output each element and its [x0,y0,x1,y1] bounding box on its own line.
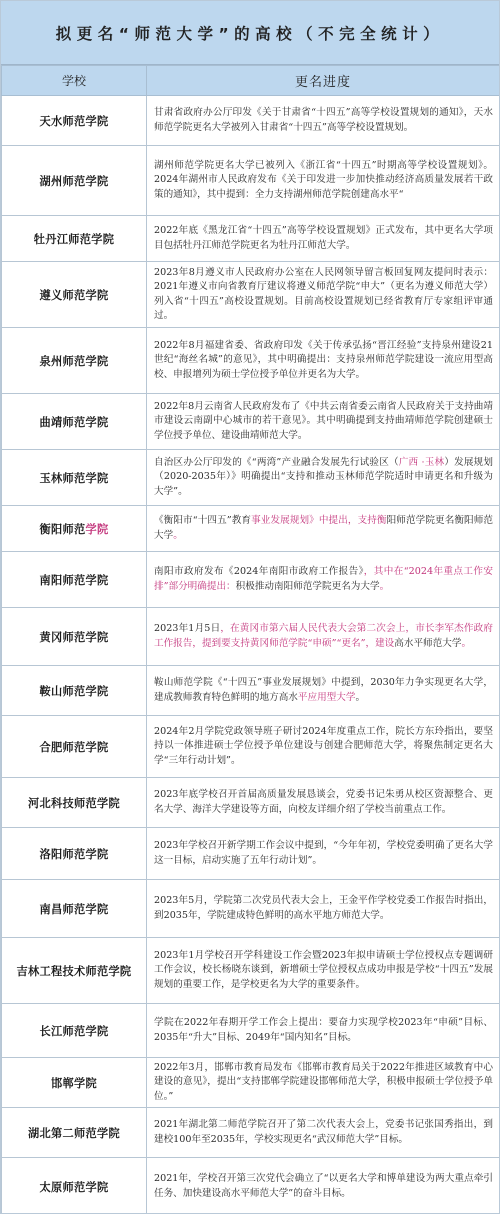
text-segment: 自治区办公厅印发的《“两湾”产业融合发展先行试验区（ [154,457,399,469]
text-segment: 2023年1月5日 [154,623,221,635]
school-name-cell: 河北科技师范学院 [2,778,147,828]
table-row [2,1058,500,1108]
text-segment: 积极推动南阳师范学院更名为大学 [235,580,380,592]
school-name-cell: 黄冈师范学院 [2,608,147,666]
text-segment: 南阳市政府发布《2024年南阳市政府工作报告》 [154,566,364,578]
text-segment: ）发展规划（2020-2035年）》明确提出“支持和推动玉林师范学院适时申请更名和升级为大学”。 [154,457,494,497]
school-name-cell: 邯郸学院 [2,1058,147,1108]
school-name-cell: 南阳师范学院 [2,552,147,608]
progress-description-cell [147,666,500,716]
school-name-cell: 太原师范学院 [2,1158,147,1214]
table-row [2,146,500,216]
table-row [2,666,500,716]
table-row [2,1108,500,1158]
highlight-text: 广西 ·玉林 [398,457,445,469]
progress-description-cell: 甘肃省政府办公厅印发《关于甘肃省“十四五”高等学校设置规划的通知》，天水师范学院更名大学被列入甘肃省“十四五”高等学校设置规划。 [147,96,500,146]
highlight-text: 平应用型大学 [297,691,356,703]
progress-description-cell: 2024年2月学院党政领导班子研讨2024年度重点工作，院长方东玲指出，要坚持以一体推进硕士学位授予单位建设与创建合肥师范大学，将聚焦制定更名大学“三年行动计划”。 [147,716,500,778]
progress-description-cell [147,506,500,552]
school-name-cell: 南昌师范学院 [2,880,147,938]
progress-description-cell: 2023年学校召开新学期工作会议中提到，“今年年初，学校党委明确了更名大学这一目标，启动实施了五年行动计划”。 [147,828,500,880]
rename-progress-table [1,65,500,1214]
table-row [2,450,500,506]
table-row [2,328,500,394]
table-row [2,828,500,880]
page-title: 拟更名“师范大学”的高校（不完全统计） [55,24,445,43]
highlight-text: 事业发展规划》中提出，支持衡 [251,515,387,527]
highlight-text: ，在黄冈市第六届人民代表大会第二次会上，市长李军杰作政府工作报告，提到要支持黄冈师范学院“申硕”“更名”，建设 [154,623,494,649]
table-row [2,262,500,328]
progress-description-cell: 2023年底学校召开首届高质量发展恳谈会，党委书记朱勇从校区资源整合、更名大学、海洋大学建设等方面，向校友详细介绍了学校当前重点工作。 [147,778,500,828]
table-row [2,1004,500,1058]
progress-description-cell: 2022年3月，邯郸市教育局发布《邯郸市教育局关于2022年推进区域教育中心建设的意见》，提出“支持邯郸学院建设邯郸师范大学，积极申报硕士学位授予单位。” [147,1058,500,1108]
school-name-cell: 洛阳师范学院 [2,828,147,880]
highlight-text: 。 [461,637,472,649]
title-banner [1,1,499,65]
progress-description-cell: 2022年底《黑龙江省“十四五”高等学校设置规划》正式发布，其中更名大学项目包括牡丹江师范学院更名为牡丹江师范大学。 [147,216,500,262]
table-row [2,552,500,608]
text-segment: 阳师范学院更名衡阳师范大学 [154,515,494,541]
table-row [2,938,500,1004]
school-name-cell [2,506,147,552]
text-segment: 衡阳师范 [39,521,86,536]
progress-description-cell [147,450,500,506]
school-name-cell: 天水师范学院 [2,96,147,146]
header-school: 学校 [2,66,147,96]
school-name-cell: 玉林师范学院 [2,450,147,506]
school-name-cell: 曲靖师范学院 [2,394,147,450]
school-name-cell: 遵义师范学院 [2,262,147,328]
table-row [2,96,500,146]
progress-description-cell: 2021年湖北第二师范学院召开了第二次代表大会上，党委书记张国秀指出，到建校100年至2035年，学校实现更名“武汉师范大学”目标。 [147,1108,500,1158]
highlight-text: 学院 [85,521,109,536]
school-name-cell: 合肥师范学院 [2,716,147,778]
highlight-text: ，其中在“2024年重点工作安排”部分明确提出： [154,566,493,592]
text-segment: 。 [355,691,366,703]
progress-description-cell: 2022年8月云南省人民政府发布了《中共云南省委云南省人民政府关于支持曲靖市建设云南副中心城市的若干意见》。其中明确提到支持曲靖师范学院创建硕士学位授予单位、建设曲靖师范大学。 [147,394,500,450]
table-row [2,506,500,552]
progress-description-cell: 2023年8月遵义市人民政府办公室在人民网领导留言板回复网友提问时表示：2021年遵义市向省教育厅建议将遵义师范学院“申大”（更名为遵义师范大学）列入省“十四五”高校设置规划。目前高校设置规划已经省教育厅专家组评审通过。 [147,262,500,328]
header-progress: 更名进度 [147,66,500,96]
text-segment: 《衡阳市“十四五”教育 [154,515,252,527]
school-name-cell: 吉林工程技术师范学院 [2,938,147,1004]
table-row [2,1158,500,1214]
progress-description-cell: 学院在2022年春期开学工作会上提出：要奋力实现学校2023年“申硕”目标、2035年“升大”目标、2049年“国内知名”目标。 [147,1004,500,1058]
table-row [2,716,500,778]
table-row [2,880,500,938]
highlight-text: 。 [173,529,183,541]
table-row [2,608,500,666]
school-name-cell: 泉州师范学院 [2,328,147,394]
school-name-cell: 湖州师范学院 [2,146,147,216]
progress-description-cell: 2021年，学校召开第三次党代会确立了“以更名大学和博单建设为两大重点牵引任务、加快建设高水平师范大学”的奋斗目标。 [147,1158,500,1214]
school-name-cell: 长江师范学院 [2,1004,147,1058]
table-row [2,394,500,450]
progress-description-cell [147,608,500,666]
progress-description-cell [147,552,500,608]
table-row [2,216,500,262]
progress-description-cell: 2022年8月福建省委、省政府印发《关于传承弘扬“晋江经验”支持泉州建设21世纪“海丝名城”的意见》，其中明确提出：支持泉州师范学院建设一流应用型高校、申报增列为硕士学位授予单位并更名为大学。 [147,328,500,394]
progress-description-cell: 2023年1月学校召开学科建设工作会暨2023年拟申请硕士学位授权点专题调研工作会议，校长杨晓东谈到，新增硕士学位授权点成功申报是学校“十四五”发展规划的重要工作，是学校更名为大学的重要条件。 [147,938,500,1004]
school-name-cell: 牡丹江师范学院 [2,216,147,262]
school-name-cell: 湖北第二师范学院 [2,1108,147,1158]
text-segment: 鞍山师范学院《“十四五”事业发展规划》中提到，2030年力争实现更名大学，建成教师教育特色鲜明的地方高水 [154,677,493,703]
progress-description-cell: 湖州师范学院更名大学已被列入《浙江省“十四五”时期高等学校设置规划》。2024年湖州市人民政府发布《关于印发进一步加快推动经济高质量发展若干政策的通知》，其中提到：全力支持湖州师范学院创建高水平“ [147,146,500,216]
table-header-row [2,66,500,96]
progress-description-cell: 2023年5月，学院第二次党员代表大会上，王金平作学校党委工作报告时指出，到2035年，学院建成特色鲜明的高水平地方师范大学。 [147,880,500,938]
highlight-text: 。 [379,580,390,592]
table-row [2,778,500,828]
text-segment: 高水平师范大学 [394,637,462,649]
table-body [2,96,500,1214]
school-name-cell: 鞍山师范学院 [2,666,147,716]
